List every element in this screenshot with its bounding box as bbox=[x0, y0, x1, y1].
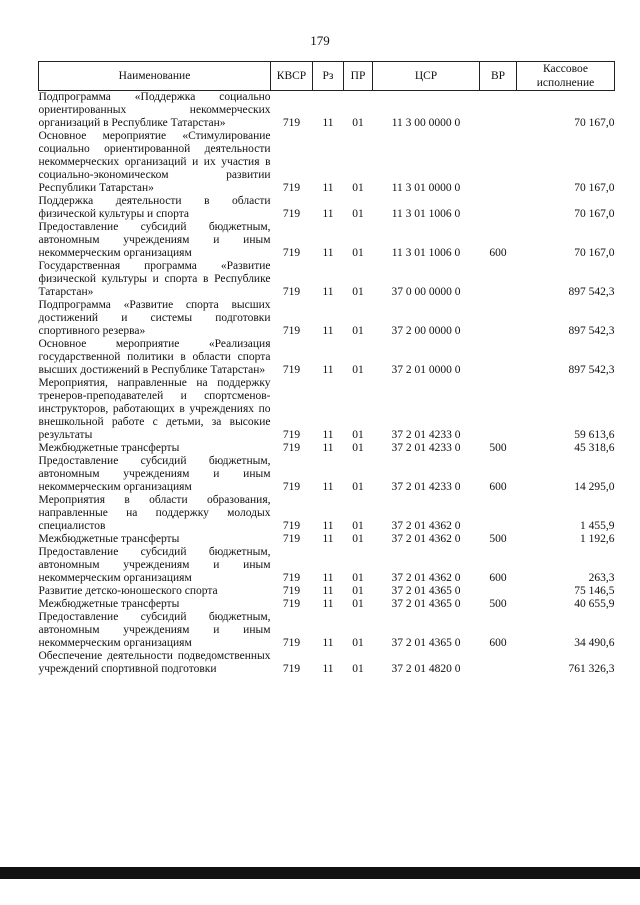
cell-pr: 01 bbox=[352, 247, 364, 259]
cell-name: Обеспечение деятельности подведомственных учреждений спортивной подготовки bbox=[38, 650, 271, 675]
cell-csr: 37 2 01 4233 0 bbox=[391, 429, 461, 441]
table-row bbox=[39, 260, 615, 299]
cell-csr: 37 2 01 4362 0 bbox=[391, 520, 461, 532]
cell-amount: 59 613,6 bbox=[574, 429, 615, 441]
cell-rz: 11 bbox=[322, 247, 334, 259]
cell-csr: 37 2 01 0000 0 bbox=[391, 364, 461, 376]
table-row bbox=[39, 455, 615, 494]
cell-vr: 500 bbox=[489, 533, 507, 545]
cell-kvsr: 719 bbox=[282, 663, 301, 675]
cell-amount: 70 167,0 bbox=[574, 208, 615, 220]
cell-kvsr: 719 bbox=[282, 533, 301, 545]
cell-kvsr: 719 bbox=[282, 286, 301, 298]
cell-csr: 37 2 01 4362 0 bbox=[391, 533, 461, 545]
scan-edge-bar bbox=[0, 867, 640, 879]
cell-vr: 500 bbox=[489, 442, 507, 454]
cell-amount: 897 542,3 bbox=[568, 364, 615, 376]
cell-amount: 1 455,9 bbox=[580, 520, 615, 532]
cell-vr bbox=[480, 91, 517, 131]
page-number: 179 bbox=[310, 33, 330, 48]
table-row bbox=[39, 130, 615, 195]
cell-kvsr: 719 bbox=[282, 572, 301, 584]
header-amount: Кассовое исполнение bbox=[517, 62, 615, 91]
cell-pr: 01 bbox=[352, 325, 364, 337]
cell-vr bbox=[480, 377, 517, 442]
cell-pr: 01 bbox=[352, 598, 364, 610]
table-row bbox=[39, 377, 615, 442]
cell-pr: 01 bbox=[352, 572, 364, 584]
table-row bbox=[39, 338, 615, 377]
cell-vr bbox=[480, 585, 517, 598]
cell-pr: 01 bbox=[352, 585, 364, 597]
cell-amount: 34 490,6 bbox=[574, 637, 615, 649]
cell-pr: 01 bbox=[352, 117, 364, 129]
cell-csr: 37 2 01 4365 0 bbox=[391, 585, 461, 597]
cell-csr: 11 3 01 1006 0 bbox=[391, 208, 461, 220]
cell-name: Предоставление субсидий бюджетным, автономным учреждениям и иным некоммерческим организациям bbox=[38, 221, 271, 259]
cell-amount: 70 167,0 bbox=[574, 247, 615, 259]
cell-amount: 897 542,3 bbox=[568, 325, 615, 337]
cell-rz: 11 bbox=[322, 520, 334, 532]
cell-rz: 11 bbox=[322, 429, 334, 441]
cell-name: Межбюджетные трансферты bbox=[38, 533, 180, 545]
cell-pr: 01 bbox=[352, 520, 364, 532]
cell-csr: 11 3 01 1006 0 bbox=[391, 247, 461, 259]
cell-kvsr: 719 bbox=[282, 208, 301, 220]
cell-pr: 01 bbox=[352, 637, 364, 649]
header-name: Наименование bbox=[39, 62, 271, 91]
table-row bbox=[39, 442, 615, 455]
cell-name: Предоставление субсидий бюджетным, автономным учреждениям и иным некоммерческим организациям bbox=[38, 455, 271, 493]
cell-pr: 01 bbox=[352, 442, 364, 454]
cell-kvsr: 719 bbox=[282, 364, 301, 376]
cell-name: Основное мероприятие «Стимулирование социально ориентированной деятельности некоммерческих организаций и их участия в социально-экономическом развитии Республики Татарстан» bbox=[38, 130, 271, 194]
header-kvsr: КВСР bbox=[271, 62, 313, 91]
cell-amount: 70 167,0 bbox=[574, 117, 615, 129]
cell-vr: 600 bbox=[489, 481, 507, 493]
cell-rz: 11 bbox=[322, 481, 334, 493]
cell-csr: 37 2 01 4233 0 bbox=[391, 481, 461, 493]
header-csr: ЦСР bbox=[373, 62, 480, 91]
cell-kvsr: 719 bbox=[282, 429, 301, 441]
table-row bbox=[39, 546, 615, 585]
cell-kvsr: 719 bbox=[282, 325, 301, 337]
table-row bbox=[39, 650, 615, 676]
cell-name: Подпрограмма «Развитие спорта высших достижений и системы подготовки спортивного резерва» bbox=[38, 299, 271, 337]
cell-kvsr: 719 bbox=[282, 598, 301, 610]
cell-csr: 11 3 01 0000 0 bbox=[391, 182, 461, 194]
cell-vr bbox=[480, 299, 517, 338]
cell-amount: 75 146,5 bbox=[574, 585, 615, 597]
cell-name: Предоставление субсидий бюджетным, автономным учреждениям и иным некоммерческим организациям bbox=[38, 611, 271, 649]
cell-rz: 11 bbox=[322, 208, 334, 220]
cell-csr: 37 2 01 4365 0 bbox=[391, 598, 461, 610]
cell-amount: 14 295,0 bbox=[574, 481, 615, 493]
cell-csr: 37 0 00 0000 0 bbox=[391, 286, 461, 298]
cell-csr: 37 2 01 4365 0 bbox=[391, 637, 461, 649]
cell-amount: 1 192,6 bbox=[580, 533, 615, 545]
cell-pr: 01 bbox=[352, 208, 364, 220]
cell-rz: 11 bbox=[322, 585, 334, 597]
cell-kvsr: 719 bbox=[282, 481, 301, 493]
cell-amount: 70 167,0 bbox=[574, 182, 615, 194]
table-header-row bbox=[39, 62, 615, 91]
cell-csr: 11 3 00 0000 0 bbox=[391, 117, 461, 129]
cell-vr: 600 bbox=[489, 572, 507, 584]
cell-name: Мероприятия в области образования, направленные на поддержку молодых специалистов bbox=[38, 494, 271, 532]
cell-rz: 11 bbox=[322, 598, 334, 610]
cell-name: Государственная программа «Развитие физической культуры и спорта в Республике Татарстан» bbox=[38, 260, 271, 298]
cell-pr: 01 bbox=[352, 533, 364, 545]
cell-vr bbox=[480, 195, 517, 221]
table-row bbox=[39, 533, 615, 546]
cell-kvsr: 719 bbox=[282, 247, 301, 259]
cell-pr: 01 bbox=[352, 364, 364, 376]
cell-amount: 897 542,3 bbox=[568, 286, 615, 298]
cell-amount: 45 318,6 bbox=[574, 442, 615, 454]
table-row bbox=[39, 598, 615, 611]
cell-kvsr: 719 bbox=[282, 520, 301, 532]
cell-pr: 01 bbox=[352, 182, 364, 194]
cell-csr: 37 2 01 4233 0 bbox=[391, 442, 461, 454]
cell-name: Межбюджетные трансферты bbox=[38, 442, 180, 454]
cell-rz: 11 bbox=[322, 637, 334, 649]
cell-rz: 11 bbox=[322, 182, 334, 194]
cell-kvsr: 719 bbox=[282, 637, 301, 649]
cell-rz: 11 bbox=[322, 364, 334, 376]
table-row bbox=[39, 494, 615, 533]
cell-vr: 500 bbox=[489, 598, 507, 610]
cell-vr: 600 bbox=[489, 247, 507, 259]
table-row bbox=[39, 299, 615, 338]
cell-csr: 37 2 00 0000 0 bbox=[391, 325, 461, 337]
cell-csr: 37 2 01 4820 0 bbox=[391, 663, 461, 675]
cell-rz: 11 bbox=[322, 663, 334, 675]
cell-amount: 40 655,9 bbox=[574, 598, 615, 610]
cell-csr: 37 2 01 4362 0 bbox=[391, 572, 461, 584]
cell-pr: 01 bbox=[352, 663, 364, 675]
table-body bbox=[39, 91, 615, 677]
cell-kvsr: 719 bbox=[282, 442, 301, 454]
cell-rz: 11 bbox=[322, 117, 334, 129]
cell-name: Основное мероприятие «Реализация государственной политики в области спорта высших достижений в Республике Татарстан» bbox=[38, 338, 271, 376]
cell-vr bbox=[480, 650, 517, 676]
cell-name: Поддержка деятельности в области физической культуры и спорта bbox=[38, 195, 271, 220]
table-row bbox=[39, 195, 615, 221]
cell-amount: 761 326,3 bbox=[568, 663, 615, 675]
cell-name: Мероприятия, направленные на поддержку тренеров-преподавателей и спортсменов-инструкторов, работающих в учреждениях по внешкольной работе с детьми, за высокие результаты bbox=[38, 377, 271, 441]
cell-rz: 11 bbox=[322, 286, 334, 298]
cell-vr: 600 bbox=[489, 637, 507, 649]
cell-pr: 01 bbox=[352, 429, 364, 441]
cell-amount: 263,3 bbox=[588, 572, 615, 584]
cell-rz: 11 bbox=[322, 442, 334, 454]
cell-vr bbox=[480, 338, 517, 377]
header-rz: Рз bbox=[313, 62, 344, 91]
cell-rz: 11 bbox=[322, 572, 334, 584]
table-row bbox=[39, 221, 615, 260]
cell-name: Подпрограмма «Поддержка социально ориентированных некоммерческих организаций в Республике Татарстан» bbox=[38, 91, 271, 129]
cell-name: Предоставление субсидий бюджетным, автономным учреждениям и иным некоммерческим организациям bbox=[38, 546, 271, 584]
cell-kvsr: 719 bbox=[282, 182, 301, 194]
table-row bbox=[39, 91, 615, 131]
cell-rz: 11 bbox=[322, 533, 334, 545]
cell-vr bbox=[480, 494, 517, 533]
cell-vr bbox=[480, 260, 517, 299]
cell-pr: 01 bbox=[352, 286, 364, 298]
budget-table bbox=[38, 61, 615, 676]
table-row bbox=[39, 585, 615, 598]
header-pr: ПР bbox=[344, 62, 373, 91]
cell-name: Развитие детско-юношеского спорта bbox=[38, 585, 218, 597]
cell-name: Межбюджетные трансферты bbox=[38, 598, 180, 610]
cell-rz: 11 bbox=[322, 325, 334, 337]
header-vr: ВР bbox=[480, 62, 517, 91]
cell-kvsr: 719 bbox=[282, 117, 301, 129]
cell-pr: 01 bbox=[352, 481, 364, 493]
cell-vr bbox=[480, 130, 517, 195]
table-row bbox=[39, 611, 615, 650]
cell-kvsr: 719 bbox=[282, 585, 301, 597]
